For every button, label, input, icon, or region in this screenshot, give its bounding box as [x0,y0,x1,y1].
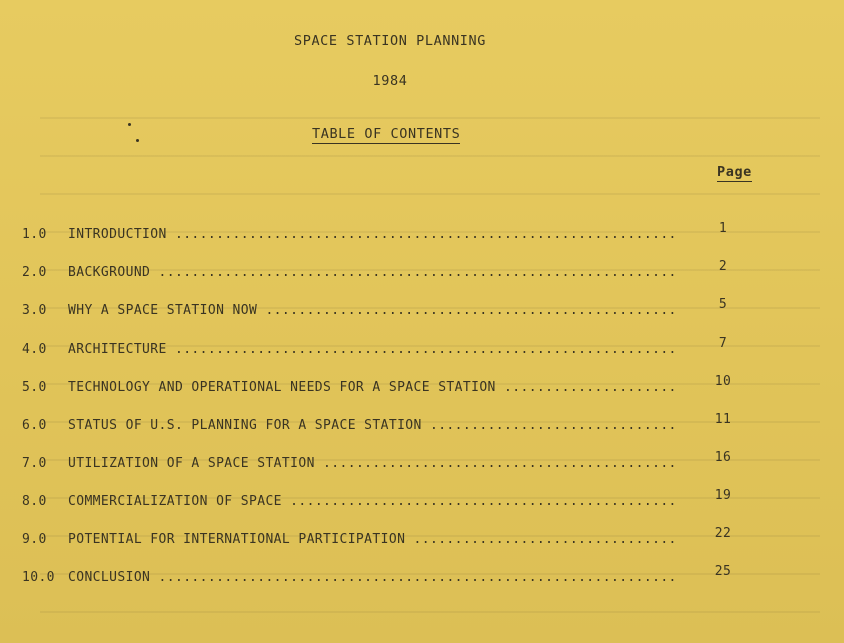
toc-entry-title: BACKGROUND [68,265,151,280]
toc-entry[interactable] [22,532,692,550]
toc-entry-page: 5 [718,297,728,312]
toc-entry-number: 7.0 [22,456,47,471]
toc-entry-title: CONCLUSION [68,570,151,585]
toc-entry-number: 4.0 [22,342,47,357]
toc-leader-dots: ................................ [405,532,677,547]
ink-speck [128,123,131,126]
toc-leader-dots: ............................................................... [150,265,677,280]
toc-entry-number: 9.0 [22,532,47,547]
toc-entry-page: 2 [718,259,728,274]
toc-entry[interactable] [22,380,692,398]
toc-leader-dots: .............................. [421,418,677,433]
ink-speck [136,139,139,142]
document-year: 1984 [372,73,408,89]
toc-entry-number: 3.0 [22,303,47,318]
toc-leader-dots: ............................................... [281,494,677,509]
toc-leader-dots: .................................................. [257,303,677,318]
toc-entry-title: STATUS OF U.S. PLANNING FOR A SPACE STATION [68,418,422,433]
document-title: SPACE STATION PLANNING [293,33,486,49]
toc-entry-number: 10.0 [22,570,55,585]
toc-entry-page: 22 [714,526,732,541]
page-column-label: Page [717,164,752,180]
toc-entry-title: UTILIZATION OF A SPACE STATION [68,456,315,471]
toc-heading: TABLE OF CONTENTS [312,126,461,142]
toc-entry-page: 16 [714,450,732,465]
toc-entry-page: 25 [714,564,732,579]
toc-entry[interactable] [22,227,692,245]
toc-entry-title: COMMERCIALIZATION OF SPACE [68,494,282,509]
toc-entry[interactable] [22,570,692,588]
toc-leader-dots: ............................................................. [166,342,677,357]
toc-entry-number: 6.0 [22,418,47,433]
toc-entry[interactable] [22,418,692,436]
toc-entry-title: WHY A SPACE STATION NOW [68,303,258,318]
toc-leader-dots: ............................................................. [166,227,677,242]
toc-entry-page: 1 [718,221,728,236]
toc-entry[interactable] [22,494,692,512]
toc-entry-page: 19 [714,488,732,503]
toc-entry-number: 8.0 [22,494,47,509]
toc-entry[interactable] [22,456,692,474]
toc-entry-page: 7 [718,336,728,351]
toc-leader-dots: ..................... [495,380,677,395]
toc-entry[interactable] [22,265,692,283]
toc-entry[interactable] [22,342,692,360]
toc-entry-title: TECHNOLOGY AND OPERATIONAL NEEDS FOR A SPACE STATION [68,380,496,395]
toc-entry-number: 5.0 [22,380,47,395]
toc-entry-number: 2.0 [22,265,47,280]
toc-entry-page: 10 [714,374,732,389]
toc-entry-page: 11 [714,412,732,427]
toc-leader-dots: ............................................................... [150,570,677,585]
toc-leader-dots: ........................................... [314,456,677,471]
toc-entry[interactable] [22,303,692,321]
toc-entry-title: INTRODUCTION [68,227,167,242]
toc-entry-number: 1.0 [22,227,47,242]
toc-entry-title: ARCHITECTURE [68,342,167,357]
toc-entry-title: POTENTIAL FOR INTERNATIONAL PARTICIPATION [68,532,406,547]
